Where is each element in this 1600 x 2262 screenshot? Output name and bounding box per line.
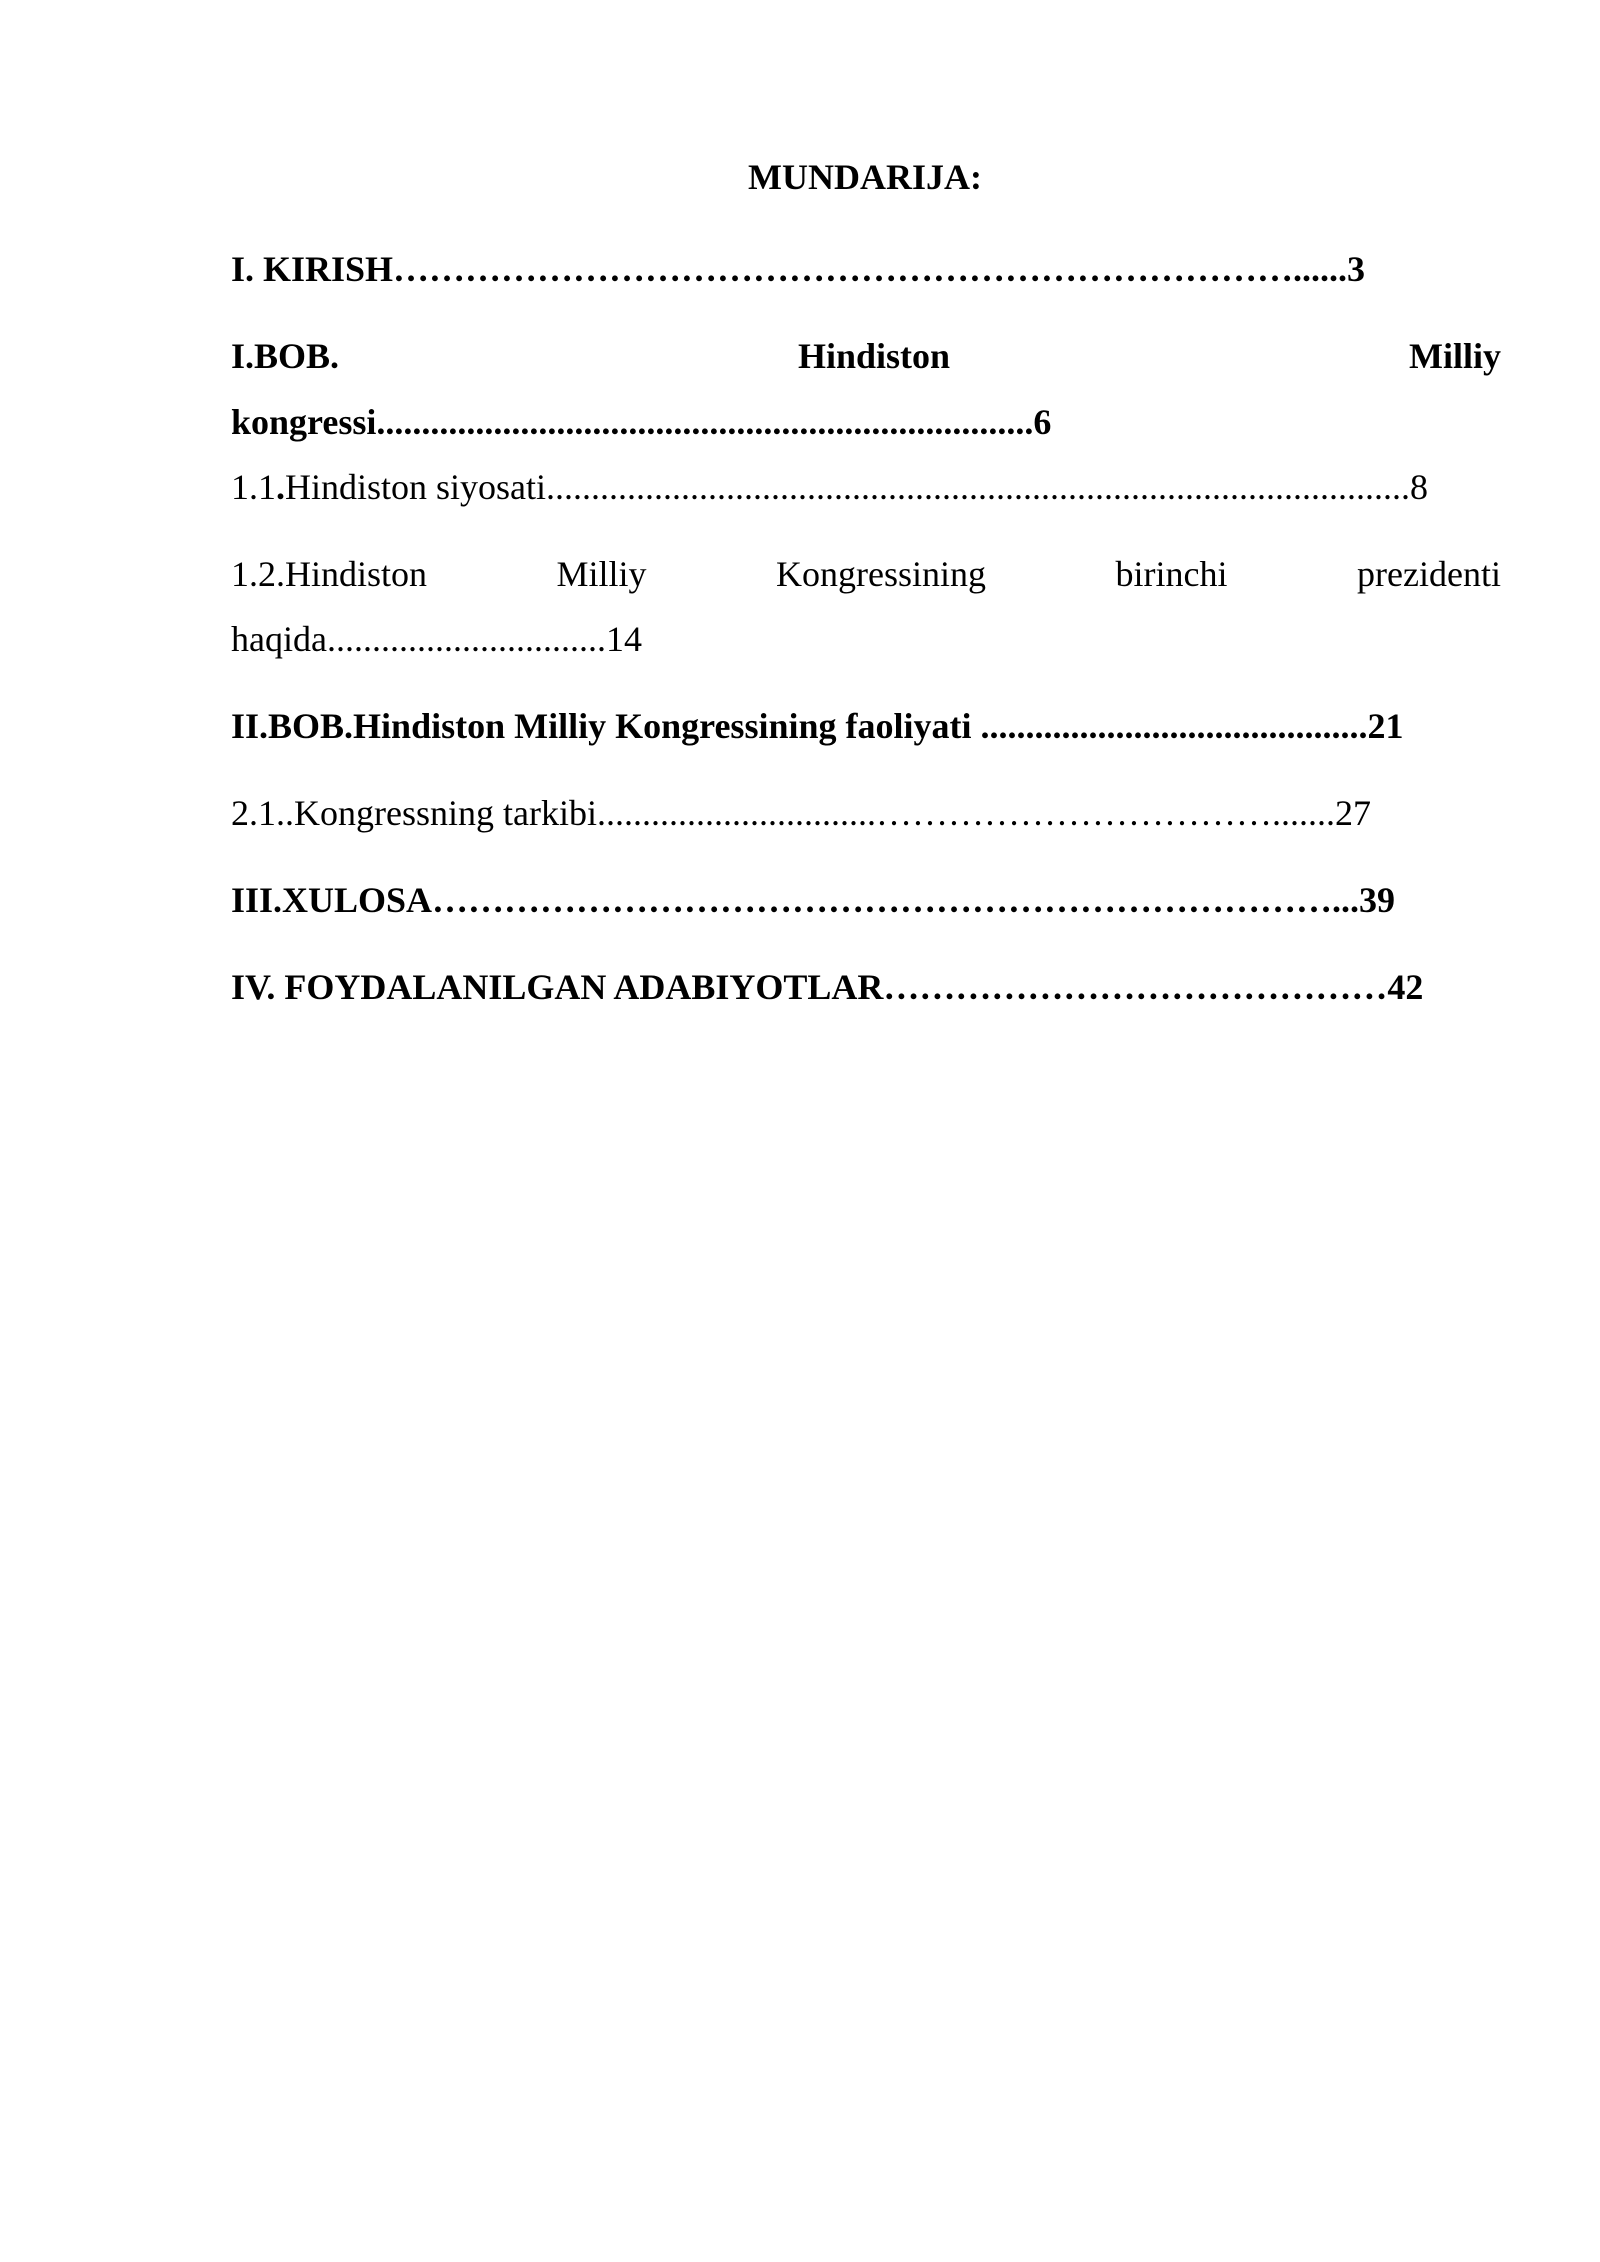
toc-bob1-word: Hindiston — [797, 336, 951, 376]
toc-1-1-dot: . — [276, 467, 285, 507]
toc-1-2-word: prezidenti — [1357, 554, 1501, 594]
toc-entry-adabiyotlar: IV. FOYDALANILGAN ADABIYOTLAR……………………………………42 — [231, 967, 1424, 1007]
toc-entry-kirish: I. KIRISH…………………………………………………………………......3 — [231, 249, 1366, 289]
toc-1-2-word: 1.2.Hindiston — [231, 554, 428, 594]
toc-entry-1-2 — [231, 552, 1501, 596]
toc-bob1-word: Milliy — [1409, 336, 1501, 376]
toc-bob1-word: I.BOB. — [231, 336, 340, 376]
toc-entry-1-2-continued: haqida...............................14 — [231, 619, 642, 659]
toc-entry-bob2: II.BOB.Hindiston Milliy Kongressining faoliyati ...........................................21 — [231, 706, 1404, 746]
toc-1-1-text: Hindiston siyosati................................................................................................8 — [285, 467, 1429, 507]
toc-entry-1-1 — [231, 465, 1501, 509]
toc-1-2-word: Kongressining — [776, 554, 987, 594]
toc-1-2-word: birinchi — [1115, 554, 1228, 594]
toc-entry-bob1-continued: kongressi.........................................................................6 — [231, 402, 1052, 442]
toc-title: MUNDARIJA: — [748, 157, 982, 197]
toc-entry-2-1: 2.1..Kongressning tarkibi...............................…………………………….......27 — [231, 793, 1371, 833]
toc-1-2-word: Milliy — [556, 554, 647, 594]
toc-entry-bob1 — [231, 334, 1501, 378]
toc-entry-xulosa: III.XULOSA…………………………………………………………………...39 — [231, 880, 1396, 920]
toc-1-1-number: 1.1 — [231, 467, 276, 507]
